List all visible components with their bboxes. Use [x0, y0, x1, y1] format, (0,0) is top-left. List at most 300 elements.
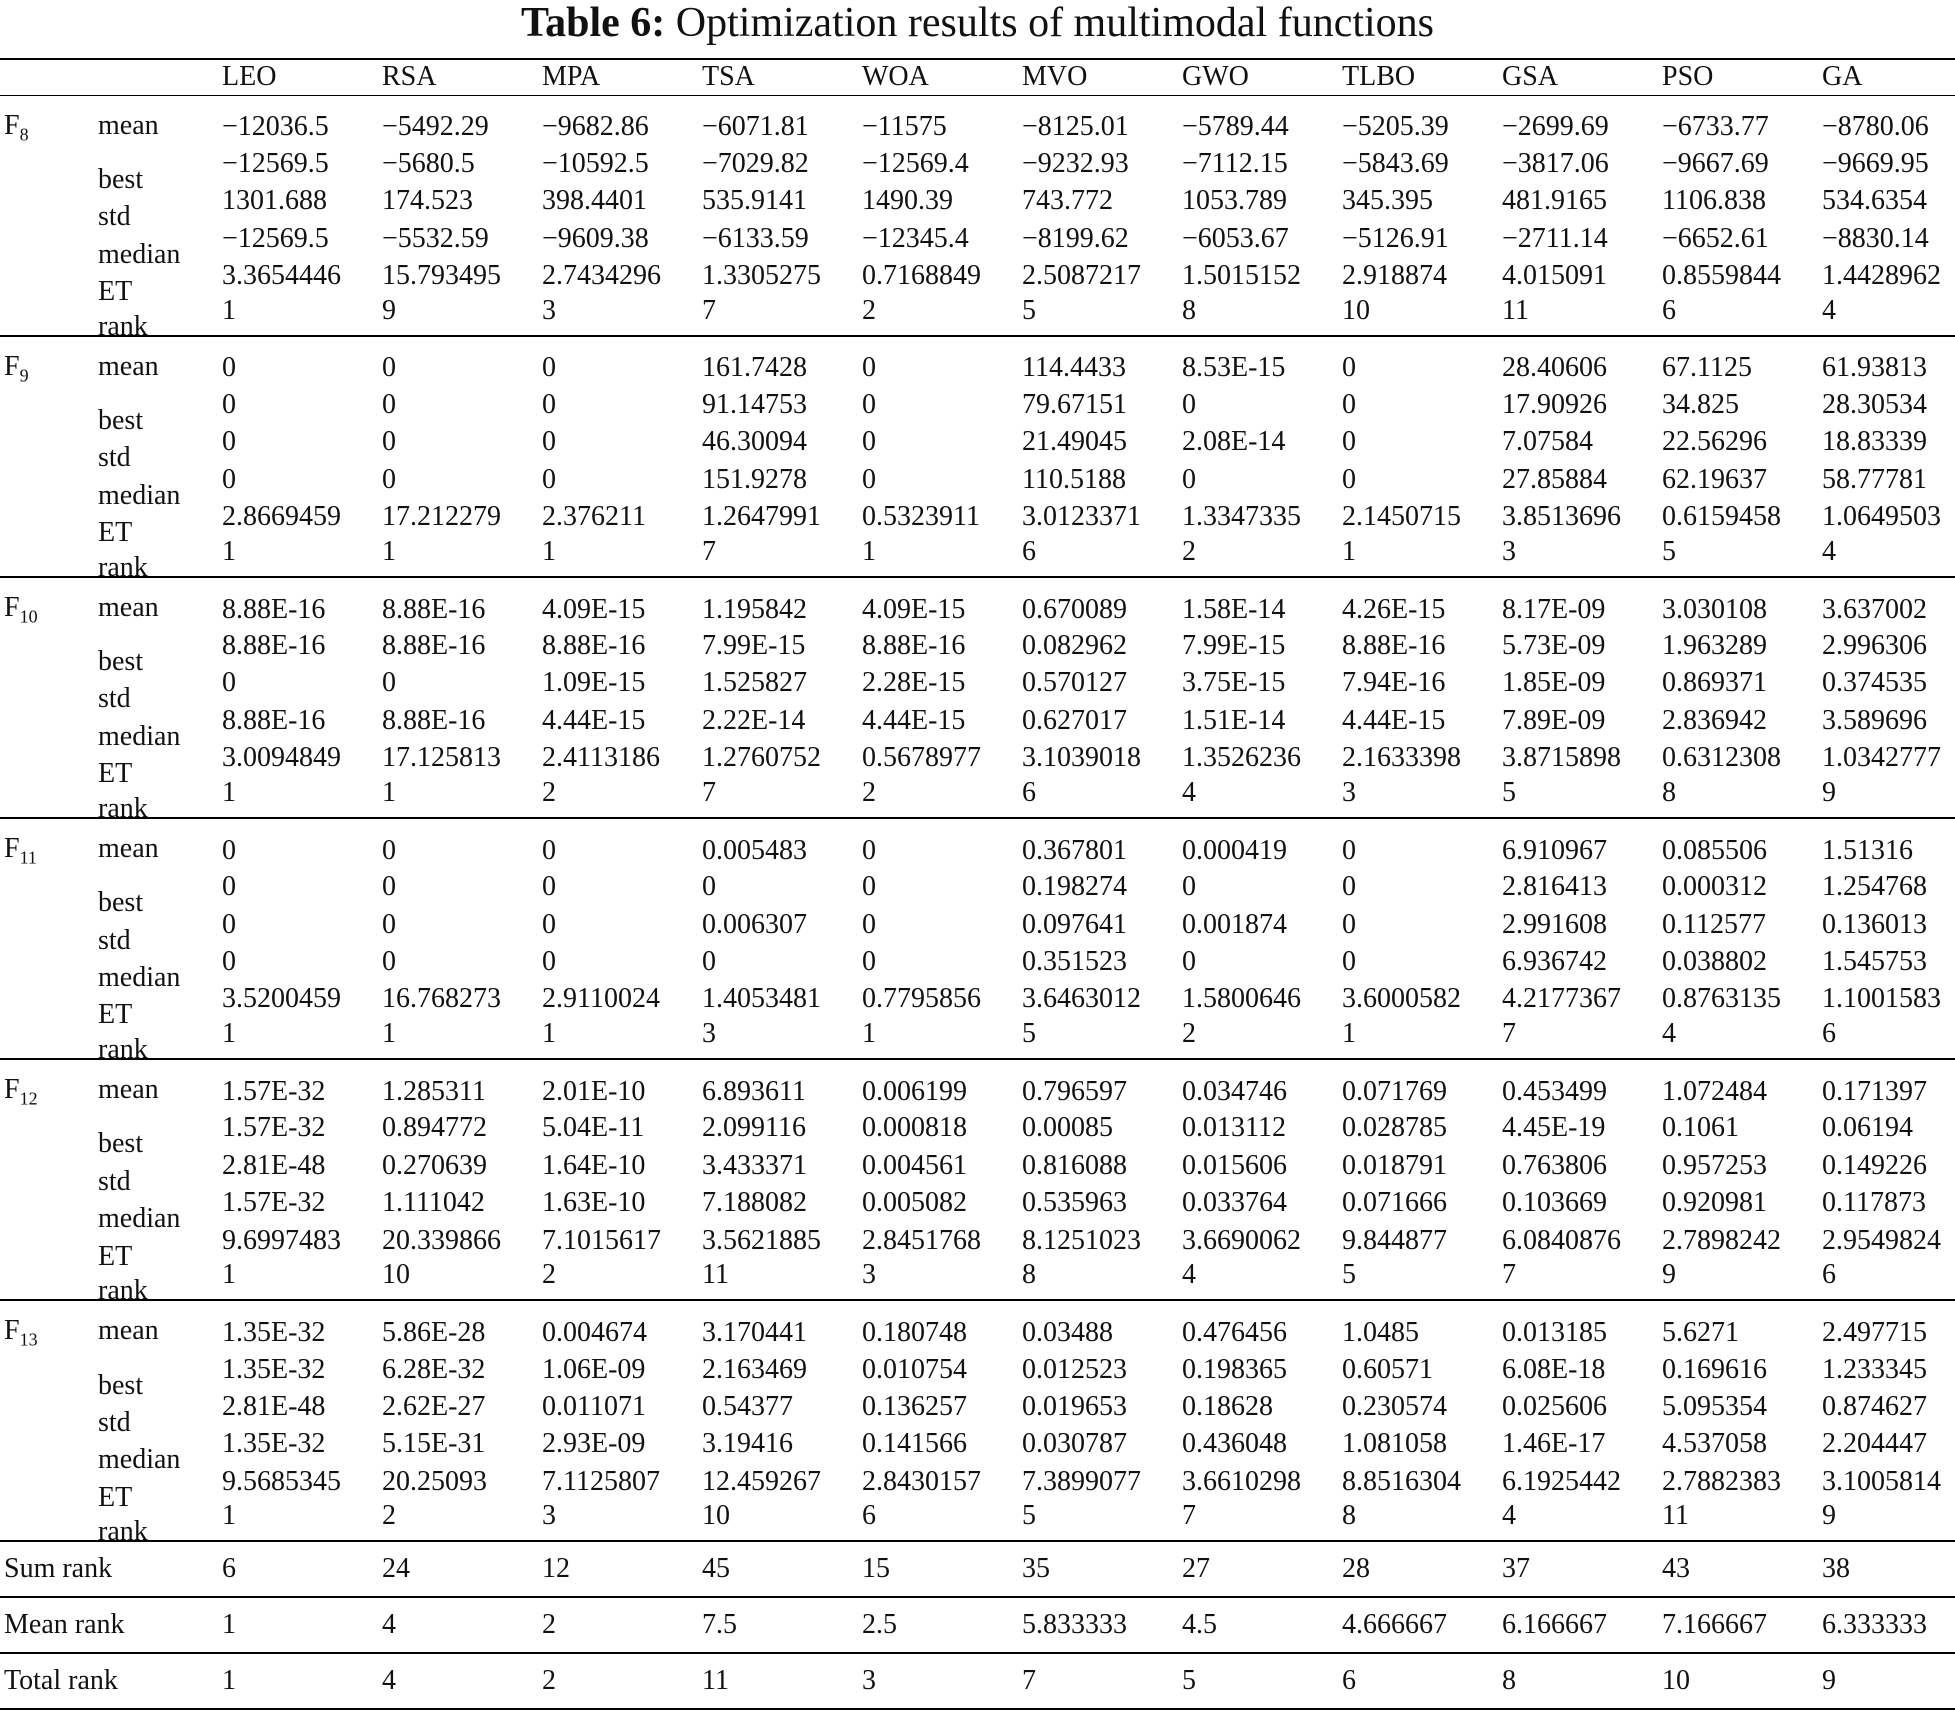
table-row [0, 1018, 1955, 1059]
function-label-cell [0, 577, 218, 628]
column-header: RSA [382, 61, 437, 93]
table-cell: 2.81E-48 [222, 1149, 326, 1181]
statistic-label: ET [98, 758, 133, 790]
table-cell: 0.6312308 [1662, 742, 1781, 774]
table-cell: 1.5015152 [1182, 259, 1301, 291]
table-cell: 1.254768 [1822, 871, 1927, 903]
summary-cell: 2 [542, 1609, 556, 1641]
table-cell: 10 [382, 1259, 410, 1291]
function-label-cell [0, 1300, 218, 1351]
function-label-cell [0, 386, 218, 436]
function-label-cell [0, 498, 218, 549]
table-cell: −6071.81 [702, 111, 809, 143]
table-cell: 1.3347335 [1182, 501, 1301, 533]
table-cell: 1.963289 [1662, 630, 1767, 662]
table-cell: 3 [542, 294, 556, 326]
function-label-cell [0, 220, 218, 270]
table-cell: 2.01E-10 [542, 1075, 646, 1107]
table-cell: 2.7434296 [542, 259, 661, 291]
column-header: GA [1822, 61, 1863, 93]
table-cell: 1 [382, 1018, 396, 1050]
table-cell: 345.395 [1342, 185, 1433, 217]
table-cell: 9 [1822, 776, 1836, 808]
table-cell: 2 [1182, 535, 1196, 567]
table-cell: 2.099116 [702, 1112, 806, 1144]
table-row [0, 627, 1955, 664]
table-cell: 0.136257 [862, 1390, 967, 1422]
table-cell: 0.071666 [1342, 1187, 1447, 1219]
table-row [0, 818, 1955, 869]
table-cell: 0 [1182, 946, 1196, 978]
table-row [0, 182, 1955, 219]
function-label-cell [0, 702, 218, 752]
statistic-label: rank [98, 1034, 148, 1066]
table-cell: 4.44E-15 [542, 704, 646, 736]
table-cell: 2 [382, 1500, 396, 1532]
table-cell: 4.537058 [1662, 1428, 1767, 1460]
summary-cell: 6.166667 [1502, 1609, 1607, 1641]
table-cell: 6 [862, 1500, 876, 1532]
summary-cell: 35 [1022, 1553, 1050, 1585]
table-cell: 0 [542, 426, 556, 458]
table-cell: −10592.5 [542, 147, 649, 179]
function-label-cell [0, 536, 218, 583]
summary-cell: 10 [1662, 1665, 1690, 1697]
function-index: 9 [19, 365, 29, 386]
table-cell: 1.3305275 [702, 259, 821, 291]
summary-label: Mean rank [4, 1609, 125, 1641]
table-cell: 0.8559844 [1662, 259, 1781, 291]
table-cell: 0.006199 [862, 1075, 967, 1107]
table-cell: 0 [222, 426, 236, 458]
table-caption-label: Table 6: [520, 0, 666, 46]
table-cell: 0 [222, 834, 236, 866]
function-name: F [4, 1315, 20, 1347]
table-row [0, 1426, 1955, 1463]
table-cell: 3.8513696 [1502, 501, 1621, 533]
table-cell: 7.07584 [1502, 426, 1593, 458]
table-cell: 0 [542, 834, 556, 866]
table-row [0, 577, 1955, 628]
function-label-cell [0, 981, 218, 1031]
table-row [0, 1059, 1955, 1110]
table-cell: 5.04E-11 [542, 1112, 645, 1144]
statistic-label: std [98, 1165, 131, 1197]
table-cell: 22.56296 [1662, 426, 1767, 458]
table-cell: 1.35E-32 [222, 1353, 326, 1385]
table-row [0, 665, 1955, 702]
statistic-label: median [98, 962, 181, 994]
table-cell: 0.085506 [1662, 834, 1767, 866]
table-cell: 0.010754 [862, 1353, 967, 1385]
table-cell: −7112.15 [1182, 147, 1288, 179]
table-cell: 5.86E-28 [382, 1317, 486, 1349]
table-cell: 2.62E-27 [382, 1390, 486, 1422]
table-cell: 21.49045 [1022, 426, 1127, 458]
table-cell: 61.93813 [1822, 352, 1927, 384]
table-cell: 0.030787 [1022, 1428, 1127, 1460]
table-cell: 2.497715 [1822, 1317, 1927, 1349]
table-cell: 0.018791 [1342, 1149, 1447, 1181]
summary-row [0, 1541, 1955, 1597]
table-cell: 6 [1822, 1018, 1836, 1050]
table-cell: 17.90926 [1502, 388, 1607, 420]
table-cell: 0 [222, 667, 236, 699]
table-cell: 0.004561 [862, 1149, 967, 1181]
table-cell: 7 [702, 776, 716, 808]
summary-cell: 12 [542, 1553, 570, 1585]
function-label-cell [0, 295, 218, 342]
table-cell: 3.170441 [702, 1317, 807, 1349]
function-label-cell [0, 869, 218, 919]
table-cell: 8.1251023 [1022, 1224, 1141, 1256]
table-cell: 1 [1342, 1018, 1356, 1050]
table-cell: 0 [702, 946, 716, 978]
table-cell: 0.001874 [1182, 908, 1287, 940]
column-header: MVO [1022, 61, 1088, 93]
table-cell: 9.844877 [1342, 1224, 1447, 1256]
table-cell: 1 [382, 535, 396, 567]
table-cell: 0.8763135 [1662, 983, 1781, 1015]
table-cell: 0 [1342, 946, 1356, 978]
table-cell: 0 [1342, 463, 1356, 495]
function-label-cell [0, 943, 218, 994]
table-cell: 0 [542, 908, 556, 940]
table-cell: 3.6690062 [1182, 1224, 1301, 1256]
table-cell: 1.57E-32 [222, 1187, 326, 1219]
table-cell: 0.000312 [1662, 871, 1767, 903]
table-cell: 0.920981 [1662, 1187, 1767, 1219]
statistic-label: ET [98, 1481, 133, 1513]
table-cell: 3.6610298 [1182, 1465, 1301, 1497]
statistic-label: best [98, 1369, 144, 1401]
table-cell: 0 [862, 388, 876, 420]
summary-cell: 6 [222, 1553, 236, 1585]
table-cell: 0 [1342, 388, 1356, 420]
summary-cell: 4 [382, 1665, 396, 1697]
statistic-wrap [98, 833, 159, 865]
table-cell: 0.198274 [1022, 871, 1127, 903]
table-cell: 0.028785 [1342, 1112, 1447, 1144]
table-cell: 1.2760752 [702, 742, 821, 774]
table-cell: 0.006307 [702, 908, 807, 940]
table-cell: −9669.95 [1822, 147, 1929, 179]
table-row [0, 1222, 1955, 1259]
table-cell: 535.9141 [702, 185, 807, 217]
table-cell: 0 [222, 871, 236, 903]
table-cell: 4.09E-15 [862, 593, 966, 625]
table-cell: 6 [1022, 776, 1036, 808]
table-cell: −9609.38 [542, 222, 649, 254]
column-header: PSO [1662, 61, 1714, 93]
table-cell: 0 [862, 908, 876, 940]
statistic-wrap [98, 110, 159, 142]
table-cell: 7.1015617 [542, 1224, 661, 1256]
table-cell: 1.4053481 [702, 983, 821, 1015]
table-row [0, 498, 1955, 535]
table-cell: 0 [542, 946, 556, 978]
table-cell: 0.351523 [1022, 946, 1127, 978]
table-cell: 0.141566 [862, 1428, 967, 1460]
table-cell: 0.136013 [1822, 908, 1927, 940]
table-cell: 2.08E-14 [1182, 426, 1286, 458]
table-cell: 0.004674 [542, 1317, 647, 1349]
table-cell: 0.6159458 [1662, 501, 1781, 533]
table-cell: 2.8669459 [222, 501, 341, 533]
table-cell: 0.011071 [542, 1390, 646, 1422]
table-cell: 3.030108 [1662, 593, 1767, 625]
table-cell: 1.46E-17 [1502, 1428, 1606, 1460]
summary-label: Sum rank [4, 1553, 113, 1585]
table-cell: 0.019653 [1022, 1390, 1127, 1422]
function-label-cell [0, 1426, 218, 1476]
function-index: 10 [19, 606, 38, 627]
table-cell: 1.51E-14 [1182, 704, 1286, 736]
table-cell: 0.033764 [1182, 1187, 1287, 1219]
table-cell: 2.81E-48 [222, 1390, 326, 1422]
table-row [0, 1110, 1955, 1147]
summary-cell: 2 [542, 1665, 556, 1697]
table-cell: 79.67151 [1022, 388, 1127, 420]
table-cell: 1.35E-32 [222, 1428, 326, 1460]
table-cell: 3.3654446 [222, 259, 341, 291]
table-cell: 2.28E-15 [862, 667, 966, 699]
table-cell: 2.376211 [542, 501, 646, 533]
table-cell: 114.4433 [1022, 352, 1126, 384]
table-cell: 1490.39 [862, 185, 953, 217]
table-cell: 2.836942 [1662, 704, 1767, 736]
table-cell: −6733.77 [1662, 111, 1769, 143]
table-cell: 8.88E-16 [382, 630, 486, 662]
statistic-wrap [98, 1315, 159, 1347]
table-cell: 7 [702, 294, 716, 326]
table-cell: 1053.789 [1182, 185, 1287, 217]
statistic-label: mean [98, 591, 159, 623]
statistic-label: std [98, 924, 131, 956]
table-cell: 0.374535 [1822, 667, 1927, 699]
table-cell: 0.957253 [1662, 1149, 1767, 1181]
statistic-label: median [98, 1203, 181, 1235]
statistic-label: rank [98, 792, 148, 824]
table-cell: 1.525827 [702, 667, 807, 699]
summary-row [0, 1597, 1955, 1653]
statistic-label: ET [98, 517, 133, 549]
column-header: LEO [222, 61, 277, 93]
table-cell: 743.772 [1022, 185, 1113, 217]
table-cell: 0 [382, 352, 396, 384]
table-row [0, 461, 1955, 498]
function-label-cell [0, 95, 218, 145]
statistic-label: rank [98, 1516, 148, 1548]
table-cell: −12569.5 [222, 147, 329, 179]
function-label-cell [0, 182, 218, 233]
function-name: F [4, 350, 20, 382]
statistic-label: best [98, 404, 144, 436]
table-cell: 0.894772 [382, 1112, 487, 1144]
table-cell: 0 [1342, 352, 1356, 384]
summary-cell: 1 [222, 1665, 236, 1697]
table-cell: 0.071769 [1342, 1075, 1447, 1107]
function-label-cell [0, 1222, 218, 1272]
summary-cell: 15 [862, 1553, 890, 1585]
table-cell: 0.816088 [1022, 1149, 1127, 1181]
table-cell: 1.0342777 [1822, 742, 1941, 774]
table-cell: 3.6463012 [1022, 983, 1141, 1015]
table-cell: −12345.4 [862, 222, 969, 254]
table-cell: −9232.93 [1022, 147, 1129, 179]
table-cell: 4.015091 [1502, 259, 1607, 291]
table-cell: 1.0649503 [1822, 501, 1941, 533]
statistic-label: mean [98, 350, 159, 382]
table-cell: 0 [862, 426, 876, 458]
statistic-label: std [98, 683, 131, 715]
table-cell: 0.082962 [1022, 630, 1127, 662]
table-cell: 5.15E-31 [382, 1428, 486, 1460]
table-cell: 0.7168849 [862, 259, 981, 291]
summary-cell: 5 [1182, 1665, 1196, 1697]
table-cell: −12036.5 [222, 111, 329, 143]
table-cell: 20.25093 [382, 1465, 487, 1497]
statistic-wrap [98, 351, 159, 383]
summary-cell: 4.666667 [1342, 1609, 1447, 1641]
table-cell: 0.230574 [1342, 1390, 1447, 1422]
statistic-label: rank [98, 551, 148, 583]
results-table [0, 58, 1955, 1710]
function-label-cell [0, 145, 218, 195]
table-row [0, 1185, 1955, 1222]
table-cell: 1.081058 [1342, 1428, 1447, 1460]
table-row [0, 295, 1955, 336]
table-cell: 0.570127 [1022, 667, 1127, 699]
function-label-cell [0, 424, 218, 474]
table-cell: 5.73E-09 [1502, 630, 1606, 662]
function-label-cell [0, 1259, 218, 1307]
table-cell: 5 [1502, 776, 1516, 808]
table-cell: 0 [1342, 908, 1356, 940]
table-row [0, 95, 1955, 145]
table-caption-text: Optimization results of multimodal functions [675, 0, 1435, 46]
summary-cell: 4 [382, 1609, 396, 1641]
table-cell: 0 [1342, 426, 1356, 458]
table-cell: 9 [1662, 1259, 1676, 1291]
table-cell: 6.910967 [1502, 834, 1607, 866]
table-cell: 7.3899077 [1022, 1465, 1141, 1497]
table-cell: 0 [1342, 834, 1356, 866]
table-cell: 0.112577 [1662, 908, 1766, 940]
table-cell: 8.17E-09 [1502, 593, 1606, 625]
summary-cell: 4.5 [1182, 1609, 1217, 1641]
table-cell: 3.0094849 [222, 742, 341, 774]
table-cell: 2.7882383 [1662, 1465, 1781, 1497]
function-label-cell [0, 906, 218, 956]
table-cell: 0.476456 [1182, 1317, 1287, 1349]
table-cell: 3.0123371 [1022, 501, 1141, 533]
table-cell: 1 [862, 535, 876, 567]
table-cell: 3.5621885 [702, 1224, 821, 1256]
table-cell: 398.4401 [542, 185, 647, 217]
table-cell: −5843.69 [1342, 147, 1449, 179]
table-cell: −2699.69 [1502, 111, 1609, 143]
table-cell: 67.1125 [1662, 352, 1752, 384]
table-cell: 0 [702, 871, 716, 903]
table-row [0, 1300, 1955, 1351]
table-cell: 0 [382, 463, 396, 495]
table-cell: −5126.91 [1342, 222, 1449, 254]
summary-cell: 6 [1342, 1665, 1356, 1697]
table-cell: 1.111042 [382, 1187, 485, 1219]
table-cell: 534.6354 [1822, 185, 1927, 217]
table-cell: −6133.59 [702, 222, 809, 254]
table-cell: 0.169616 [1662, 1353, 1767, 1385]
table-cell: 17.212279 [382, 501, 501, 533]
table-cell: 1.0485 [1342, 1317, 1419, 1349]
table-cell: 0.06194 [1822, 1112, 1913, 1144]
table-cell: 174.523 [382, 185, 473, 217]
table-cell: 3.433371 [702, 1149, 807, 1181]
table-cell: 12.459267 [702, 1465, 821, 1497]
table-cell: −11575 [862, 111, 947, 143]
function-label-cell [0, 1500, 218, 1548]
table-cell: 6.08E-18 [1502, 1353, 1606, 1385]
statistic-label: std [98, 442, 131, 474]
table-cell: 0.763806 [1502, 1149, 1607, 1181]
table-cell: 2.9110024 [542, 983, 660, 1015]
table-cell: 2 [1182, 1018, 1196, 1050]
summary-cell: 1 [222, 1609, 236, 1641]
table-cell: 0.7795856 [862, 983, 981, 1015]
table-row [0, 1351, 1955, 1388]
table-cell: −12569.5 [222, 222, 329, 254]
table-cell: 4.2177367 [1502, 983, 1621, 1015]
summary-cell: 43 [1662, 1553, 1690, 1585]
statistic-label: mean [98, 109, 159, 141]
table-cell: −5680.5 [382, 147, 475, 179]
statistic-label: median [98, 238, 181, 270]
table-cell: 0.03488 [1022, 1317, 1113, 1349]
table-cell: 0.5678977 [862, 742, 981, 774]
statistic-label: best [98, 1128, 144, 1160]
statistic-label: mean [98, 832, 159, 864]
statistic-wrap [98, 1074, 159, 1106]
table-cell: −9667.69 [1662, 147, 1769, 179]
table-cell: 62.19637 [1662, 463, 1767, 495]
statistic-label: median [98, 720, 181, 752]
table-cell: 0.453499 [1502, 1075, 1607, 1107]
table-cell: 1.072484 [1662, 1075, 1767, 1107]
table-cell: 7.99E-15 [702, 630, 806, 662]
summary-cell: 11 [702, 1665, 729, 1697]
table-cell: 0 [1342, 871, 1356, 903]
table-cell: 4.45E-19 [1502, 1112, 1606, 1144]
table-cell: 4.26E-15 [1342, 593, 1446, 625]
table-cell: 5 [1342, 1259, 1356, 1291]
table-cell: 46.30094 [702, 426, 807, 458]
function-label-cell [0, 1185, 218, 1235]
table-cell: 6.936742 [1502, 946, 1607, 978]
table-cell: 0 [542, 352, 556, 384]
table-cell: 0 [862, 463, 876, 495]
table-cell: 3.75E-15 [1182, 667, 1286, 699]
table-cell: 27.85884 [1502, 463, 1607, 495]
table-cell: −7029.82 [702, 147, 809, 179]
function-label-cell [0, 1110, 218, 1160]
function-name: F [4, 109, 20, 141]
table-cell: 2.9549824 [1822, 1224, 1941, 1256]
table-cell: 8 [1182, 294, 1196, 326]
statistic-label: median [98, 1444, 181, 1476]
statistic-label: ET [98, 999, 133, 1031]
table-cell: 3.19416 [702, 1428, 793, 1460]
